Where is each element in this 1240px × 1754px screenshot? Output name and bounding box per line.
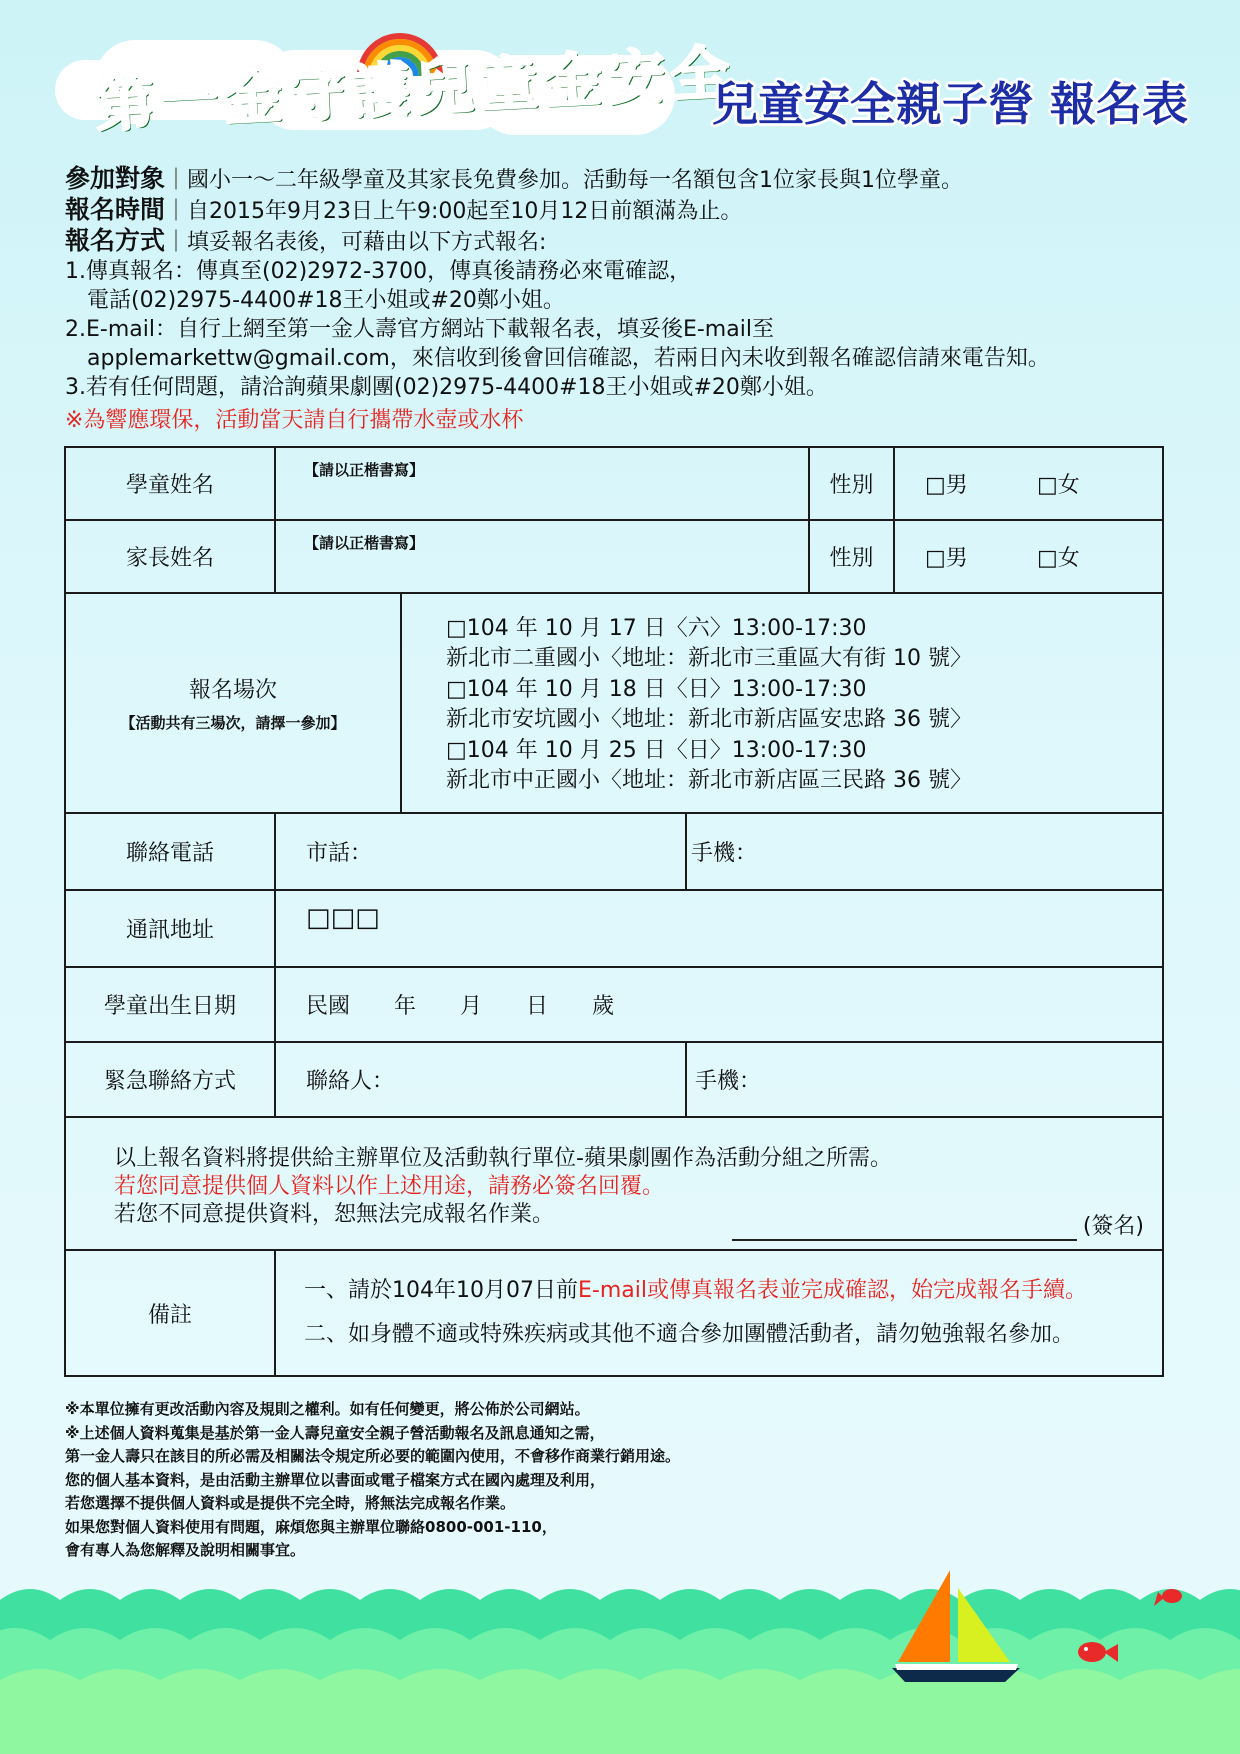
registration-form: [64, 446, 1164, 1377]
session-2-checkbox[interactable]: □104 年 10 月 18 日〈日〉13:00-17:30: [446, 676, 867, 702]
child-female-checkbox[interactable]: □女: [1037, 473, 1080, 498]
parent-male-checkbox[interactable]: □男: [925, 546, 968, 571]
remark-2: 二、如身體不適或特殊疾病或其他不適合參加團體活動者，請勿勉強報名參加。: [304, 1322, 1075, 1347]
parent-name-label: 家長姓名: [65, 520, 275, 593]
session-3-checkbox[interactable]: □104 年 10 月 25 日〈日〉13:00-17:30: [446, 737, 867, 763]
name-hint: 【請以正楷書寫】: [304, 534, 425, 552]
consent-line-2: 若您同意提供個人資料以作上述用途，請務必簽名回覆。: [114, 1173, 665, 1199]
landline-field[interactable]: 市話：: [275, 813, 686, 890]
method-email: 2.E-mail：自行上網至第一金人壽官方網站下載報名表，填妥後E-mail至: [65, 317, 774, 342]
method-contact: 3.若有任何問題，請洽詢蘋果劇團(02)2975-4400#18王小姐或#20鄭小姐。: [65, 375, 828, 400]
remark-content: [275, 1250, 1163, 1376]
footer-line: 如果您對個人資料使用有問題，麻煩您與主辦單位聯絡0800-001-110，: [65, 1517, 557, 1536]
time-label: 報名時間: [65, 195, 166, 224]
session-3-location: 新北市中正國小〈地址：新北市新店區三民路 36 號〉: [446, 768, 972, 793]
session-note: 【活動共有三場次，請擇一參加】: [120, 714, 346, 732]
address-label: 通訊地址: [65, 890, 275, 967]
info-section: [65, 164, 1205, 435]
emergency-mobile-field[interactable]: 手機：: [686, 1042, 1163, 1117]
eco-note: ※為響應環保，活動當天請自行攜帶水壺或水杯: [65, 408, 524, 433]
remark-1-a: 一、請於104年10月07日前: [304, 1278, 578, 1303]
name-hint: 【請以正楷書寫】: [304, 461, 425, 479]
birth-label: 學童出生日期: [65, 967, 275, 1042]
target-text: ｜國小一～二年級學童及其家長免費參加。活動每一名額包含1位家長與1位學童。: [165, 168, 964, 193]
method-text: ｜填妥報名表後，可藉由以下方式報名:: [165, 230, 547, 255]
footer-line: 會有專人為您解釋及說明相關事宜。: [65, 1541, 306, 1559]
method-label: 報名方式: [65, 226, 166, 255]
method-email-address: applemarkettw@gmail.com，來信收到後會回信確認，若兩日內未收到報名確認信請來電告知。: [87, 346, 1050, 371]
child-name-field[interactable]: [275, 447, 809, 520]
birth-date-field[interactable]: 民國 年 月 日 歲: [275, 967, 1163, 1042]
mobile-field[interactable]: 手機：: [686, 813, 1163, 890]
remark-label: 備註: [65, 1250, 275, 1376]
target-label: 參加對象: [65, 164, 166, 193]
session-1-checkbox[interactable]: □104 年 10 月 17 日〈六〉13:00-17:30: [446, 615, 867, 641]
child-gender-options: [894, 447, 1163, 520]
method-fax: 1.傳真報名：傳真至(02)2972-3700，傳真後請務必來電確認，: [65, 259, 692, 284]
emergency-label: 緊急聯絡方式: [65, 1042, 275, 1117]
consent-section: [65, 1117, 1163, 1250]
time-text: ｜自2015年9月23日上午9:00起至10月12日前額滿為止。: [165, 199, 743, 224]
consent-line-1: 以上報名資料將提供給主辦單位及活動執行單位-蘋果劇團作為活動分組之所需。: [114, 1145, 892, 1171]
phone-label: 聯絡電話: [65, 813, 275, 890]
session-label-cell: [65, 593, 401, 813]
consent-line-3: 若您不同意提供資料，恕無法完成報名作業。: [114, 1201, 555, 1227]
logo: [55, 20, 737, 140]
session-label: 報名場次: [188, 678, 277, 703]
child-name-label: 學童姓名: [65, 447, 275, 520]
sea-illustration: [0, 1570, 1240, 1754]
footer-line: 您的個人基本資料，是由活動主辦單位以書面或電子檔案方式在國內處理及利用，: [65, 1470, 606, 1489]
method-fax-phone: 電話(02)2975-4400#18王小姐或#20鄭小姐。: [87, 288, 565, 313]
page-title: 兒童安全親子營 報名表: [712, 77, 1189, 131]
footer-line: ※上述個人資料蒐集是基於第一金人壽兒童安全親子營活動報名及訊息通知之需，: [65, 1423, 605, 1442]
contact-person-field[interactable]: 聯絡人：: [275, 1042, 686, 1117]
parent-name-field[interactable]: [275, 520, 809, 593]
session-options: [401, 593, 1163, 813]
session-2-location: 新北市安坑國小〈地址：新北市新店區安忠路 36 號〉: [446, 707, 972, 732]
parent-female-checkbox[interactable]: □女: [1037, 546, 1080, 571]
signature-label: (簽名): [1082, 1214, 1145, 1239]
footer-line: 若您選擇不提供個人資料或是提供不完全時，將無法完成報名作業。: [65, 1494, 516, 1512]
address-field[interactable]: □□□: [275, 890, 1163, 967]
gender-label: 性別: [809, 520, 894, 593]
footer-notes: [65, 1398, 680, 1563]
session-1-location: 新北市二重國小〈地址：新北市三重區大有街 10 號〉: [446, 646, 972, 671]
logo-text: 第一金守護兒童金安全: [93, 38, 737, 140]
footer-line: 第一金人壽只在該目的所必需及相關法令規定所必要的範圍內使用，不會移作商業行銷用途。: [65, 1447, 681, 1465]
signature-line[interactable]: [732, 1239, 1077, 1241]
parent-gender-options: [894, 520, 1163, 593]
gender-label: 性別: [809, 447, 894, 520]
footer-line: ※本單位擁有更改活動內容及規則之權利。如有任何變更，將公佈於公司網站。: [65, 1400, 590, 1418]
remark-1-b: E-mail或傳真報名表並完成確認，始完成報名手續。: [577, 1278, 1087, 1303]
child-male-checkbox[interactable]: □男: [925, 473, 968, 498]
